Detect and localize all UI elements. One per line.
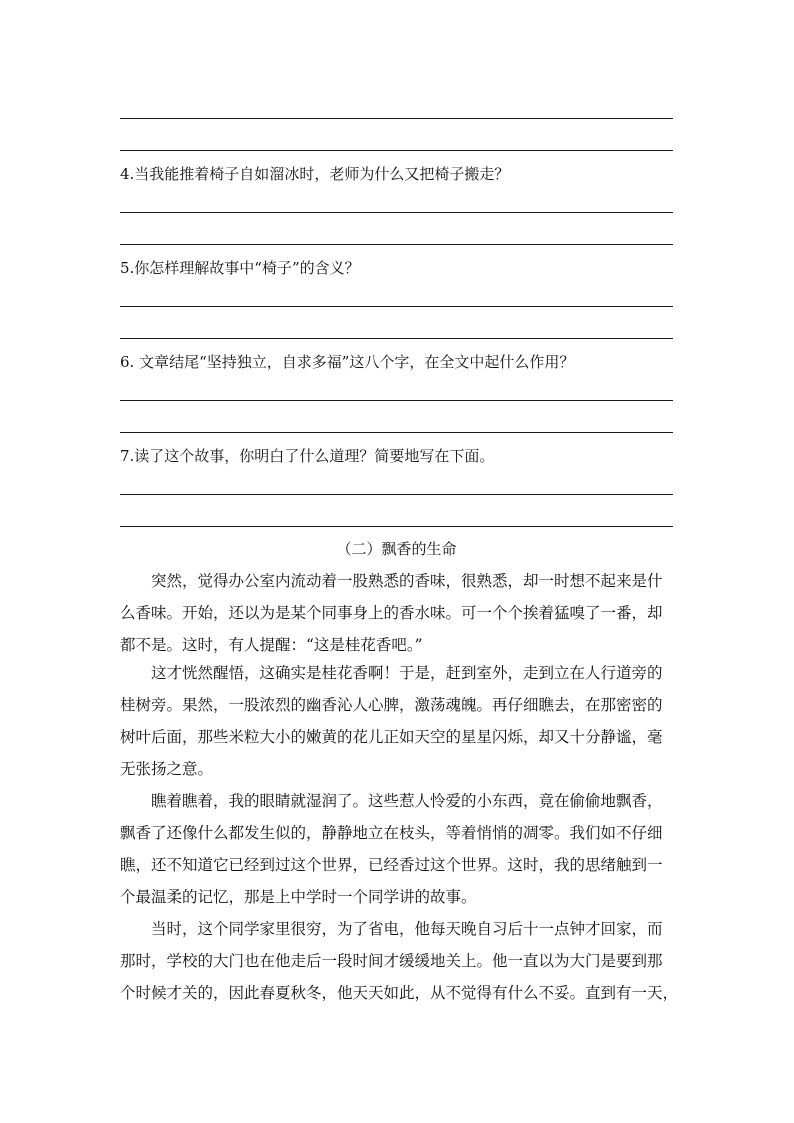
- passage-line: 桂树旁。果然，一股浓烈的幽香沁人心脾，激荡魂魄。再仔细瞧去，在那密密的: [120, 696, 663, 714]
- passage-line: 突然，觉得办公室内流动着一股熟悉的香味，很熟悉，却一时想不起来是什: [151, 572, 663, 590]
- question-6: 6. 文章结尾“坚持独立，自求多福”这八个字，在全文中起什么作用？: [120, 353, 575, 371]
- passage-line: 都不是。这时，有人提醒：“这是桂花香吧。”: [120, 636, 423, 654]
- answer-line[interactable]: [120, 494, 673, 495]
- question-5: 5.你怎样理解故事中“椅子”的含义？: [120, 259, 360, 277]
- passage-line: 个最温柔的记忆，那是上中学时一个同学讲的故事。: [120, 888, 477, 906]
- passage-line: 那时，学校的大门也在他走后一段时间才缓缓地关上。他一直以为大门是要到那: [120, 952, 663, 970]
- answer-line[interactable]: [120, 338, 673, 339]
- answer-line[interactable]: [120, 150, 673, 151]
- passage-line: 么香味。开始，还以为是某个同事身上的香水味。可一个个挨着猛嗅了一番，却: [120, 604, 663, 622]
- passage-line: 树叶后面，那些米粒大小的嫩黄的花儿正如天空的星星闪烁，却又十分静谧，毫: [120, 728, 663, 746]
- answer-line[interactable]: [120, 118, 673, 119]
- question-4: 4.当我能推着椅子自如溜冰时，老师为什么又把椅子搬走？: [120, 165, 510, 183]
- question-7: 7.读了这个故事，你明白了什么道理？简要地写在下面。: [120, 447, 495, 465]
- passage-title: （二）飘香的生命: [336, 540, 457, 558]
- passage-line: 瞧，还不知道它已经到过这个世界，已经香过这个世界。这时，我的思绪触到一: [120, 856, 663, 874]
- answer-line[interactable]: [120, 244, 673, 245]
- passage-line: 飘香了还像什么都发生似的，静静地立在枝头，等着悄悄的凋零。我们如不仔细: [120, 824, 663, 842]
- passage-line: 这才恍然醒悟，这确实是桂花香啊！于是，赶到室外，走到立在人行道旁的: [151, 664, 663, 682]
- answer-line[interactable]: [120, 212, 673, 213]
- passage-line: 瞧着瞧着，我的眼睛就湿润了。这些惹人怜爱的小东西，竟在偷偷地飘香，: [151, 792, 663, 810]
- answer-line[interactable]: [120, 432, 673, 433]
- answer-line[interactable]: [120, 306, 673, 307]
- answer-line[interactable]: [120, 400, 673, 401]
- passage-line: 个时候才关的，因此春夏秋冬，他天天如此，从不觉得有什么不妥。直到有一天，: [120, 984, 679, 1002]
- passage-line: 当时，这个同学家里很穷，为了省电，他每天晚自习后十一点钟才回家，而: [151, 920, 663, 938]
- passage-line: 无张扬之意。: [120, 760, 214, 778]
- answer-line[interactable]: [120, 526, 673, 527]
